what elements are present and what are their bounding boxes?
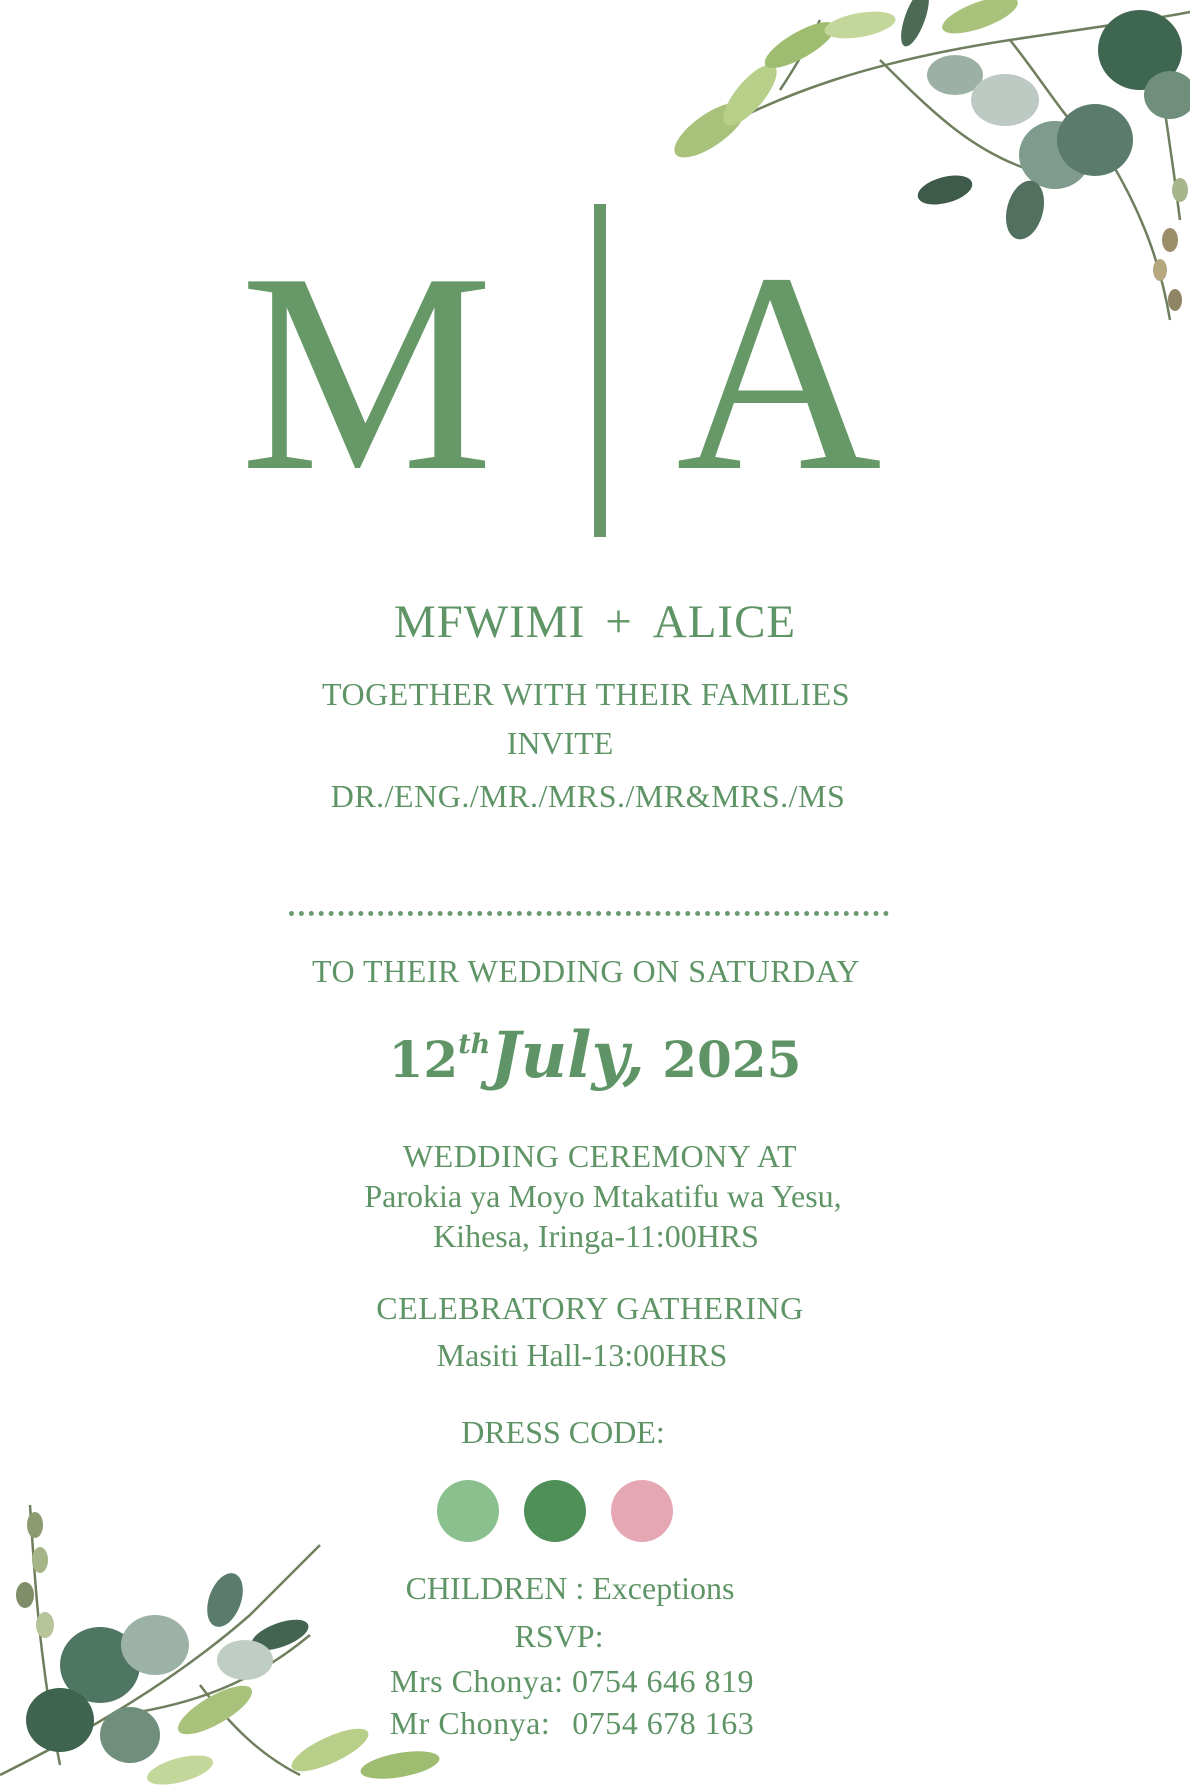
invitation-line-wedding-day: TO THEIR WEDDING ON SATURDAY — [312, 953, 860, 989]
invitation-line-titles: DR./ENG./MR./MRS./MR&MRS./MS — [330, 778, 846, 814]
invitation-line-invite: INVITE — [506, 725, 614, 761]
wedding-date — [0, 1018, 1190, 1093]
dress-code-label: DRESS CODE: — [461, 1414, 665, 1450]
monogram-initial-left: M — [240, 214, 494, 530]
date-day-suffix: th — [458, 1029, 491, 1060]
ceremony-label: WEDDING CEREMONY AT — [402, 1138, 798, 1174]
rsvp-contact-name: Mr Chonya: — [389, 1705, 551, 1741]
ceremony-venue-line1: Parokia ya Moyo Mtakatifu wa Yesu, — [364, 1178, 842, 1214]
names-separator: + — [605, 596, 633, 648]
rsvp-contact — [0, 1663, 1167, 1700]
dress-code-swatch-dark-green — [524, 1480, 586, 1542]
rsvp-label: RSVP: — [514, 1618, 604, 1654]
dress-code-swatch-pink — [611, 1480, 673, 1542]
groom-name: MFWIMI — [393, 596, 586, 648]
guest-name-blank-line — [289, 911, 889, 916]
dress-code-swatches — [437, 1480, 677, 1542]
date-year: 2025 — [662, 1030, 802, 1089]
monogram — [240, 200, 900, 545]
rsvp-contact-phone: 0754 646 819 — [572, 1663, 754, 1699]
invitation-line-families: TOGETHER WITH THEIR FAMILIES — [321, 676, 851, 712]
gathering-label: CELEBRATORY GATHERING — [376, 1290, 804, 1326]
rsvp-contact — [0, 1705, 1167, 1742]
children-note: CHILDREN : Exceptions — [405, 1570, 735, 1606]
date-month: July, — [490, 1018, 645, 1093]
ceremony-venue-line2: Kihesa, Iringa-11:00HRS — [433, 1218, 759, 1254]
monogram-initial-right: A — [676, 214, 882, 530]
bride-name: ALICE — [652, 596, 797, 648]
couple-names — [0, 595, 1190, 649]
date-day: 12 — [388, 1030, 459, 1089]
gathering-venue: Masiti Hall-13:00HRS — [436, 1337, 728, 1373]
rsvp-contact-name: Mrs Chonya: — [390, 1663, 564, 1699]
rsvp-contact-phone: 0754 678 163 — [572, 1705, 755, 1741]
monogram-divider — [594, 204, 606, 537]
dress-code-swatch-light-green — [437, 1480, 499, 1542]
